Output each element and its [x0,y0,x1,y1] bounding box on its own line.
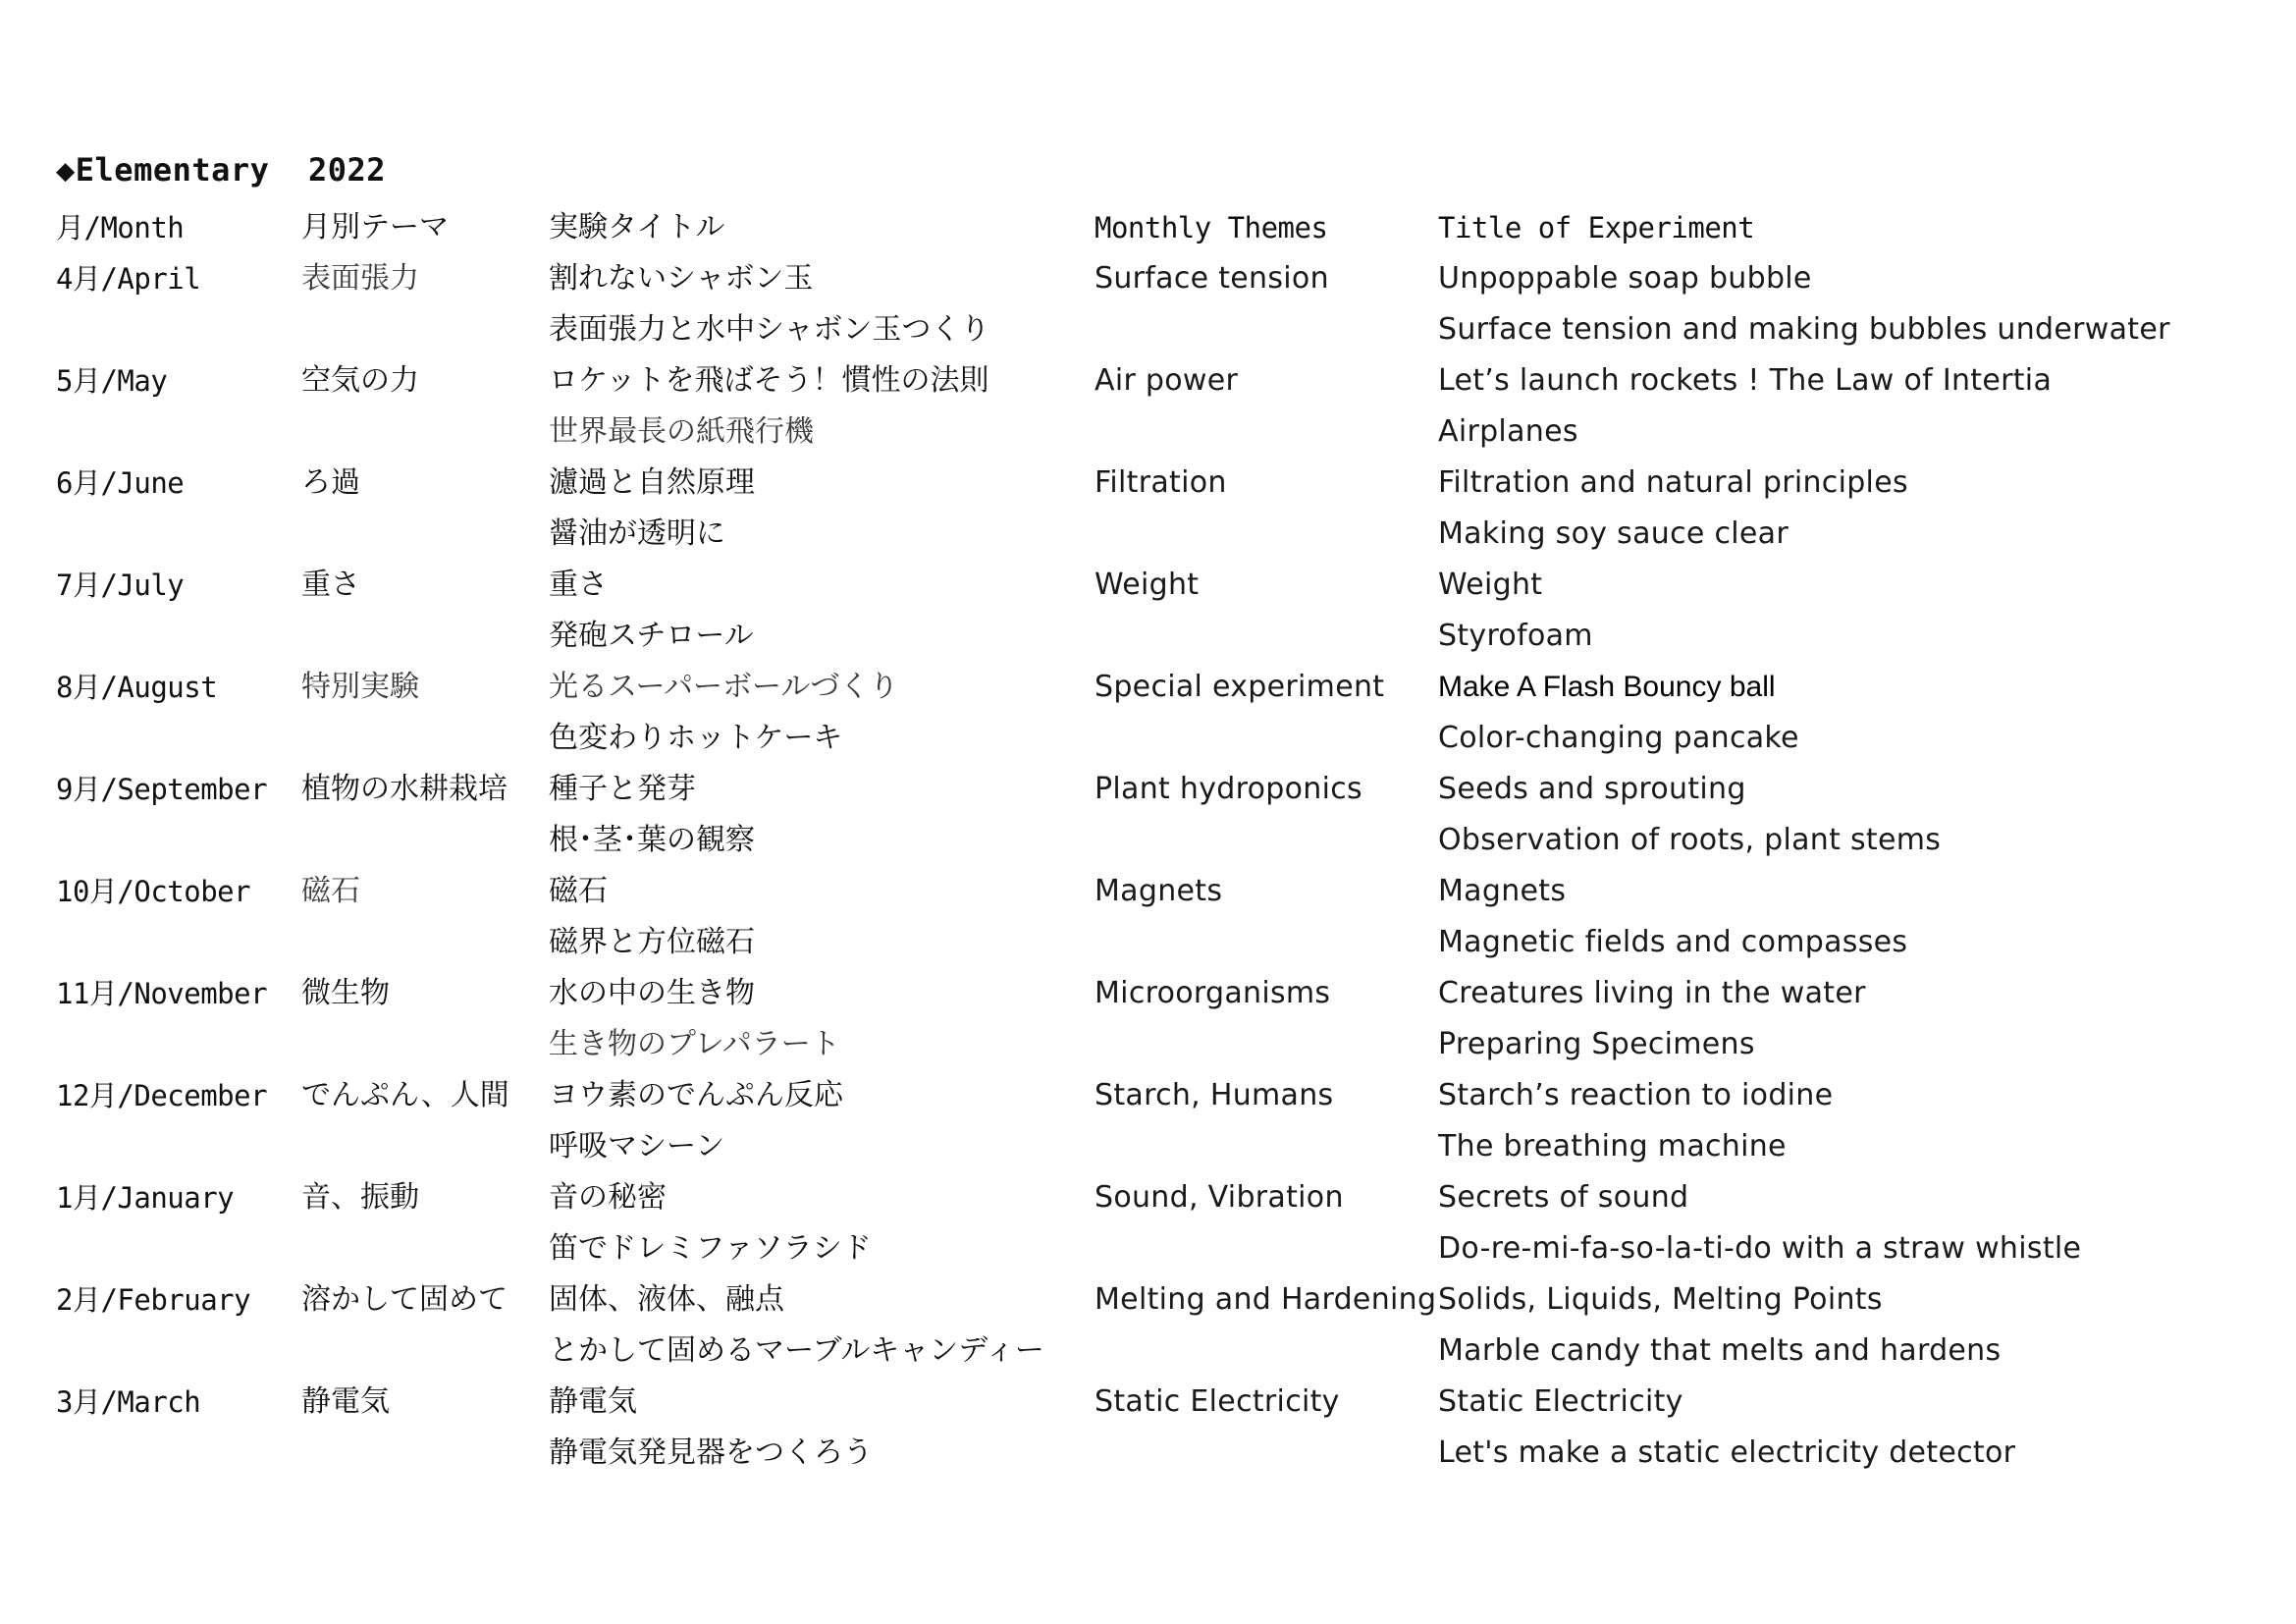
theme-jp-cell: 植物の水耕栽培 [301,772,507,806]
theme-en-cell: Sound, Vibration [1095,1180,1344,1215]
month-cell [56,1223,301,1274]
theme-jp-cell: 微生物 [301,976,390,1010]
experiment-en-cell: Solids, Liquids, Melting Points [1438,1282,1883,1317]
theme-jp-cell: 空気の力 [301,363,419,398]
theme-jp-cell: 音、振動 [301,1180,419,1215]
theme-jp-cell: 静電気 [301,1384,390,1419]
experiment-en-cell: Make A Flash Bouncy ball [1438,671,1776,703]
experiment-en-cell: Airplanes [1438,414,1578,449]
theme-en-cell: Magnets [1095,874,1223,908]
experiment-en-cell: Unpoppable soap bubble [1438,261,1812,296]
theme-jp-cell: 重さ [301,568,360,602]
theme-jp-cell: 溶かして固めて [301,1282,507,1317]
experiment-en-cell: Filtration and natural principles [1438,465,1908,500]
month-cell: 11月/November [56,977,268,1010]
table-row [56,917,2194,968]
month-cell [56,1428,301,1479]
experiment-jp-cell: 発砲スチロール [549,619,754,653]
table-row [56,355,2194,406]
table-row [56,1377,2194,1428]
theme-jp-cell: 特別実験 [301,670,419,704]
header-experiment-en: Title of Experiment [1438,211,1755,244]
theme-jp-cell [301,1223,549,1274]
theme-jp-cell [301,1019,549,1070]
table-row [56,968,2194,1019]
experiment-en-cell: The breathing machine [1438,1129,1787,1164]
theme-en-cell: Starch, Humans [1095,1078,1334,1112]
theme-jp-cell: でんぷん、人間 [301,1078,509,1112]
month-cell [56,917,301,968]
experiment-jp-cell: 色変わりホットケーキ [549,721,843,755]
table-row [56,1326,2194,1377]
table-row [56,458,2194,509]
month-cell [56,611,301,662]
experiment-en-cell: Magnets [1438,874,1567,908]
theme-jp-cell [301,509,549,560]
experiment-jp-cell: 静電気 [549,1384,637,1419]
theme-jp-cell [301,815,549,866]
table-row [56,1172,2194,1223]
theme-en-cell: Filtration [1095,465,1227,500]
experiment-jp-cell: 笛でドレミファソラシド [549,1231,872,1266]
table-body [56,253,2194,1479]
experiment-en-cell: Static Electricity [1438,1384,1683,1419]
theme-en-cell [1095,406,1438,458]
month-cell: 6月/June [56,466,185,500]
table-row [56,866,2194,917]
table-row [56,1070,2194,1121]
experiment-jp-cell: 磁石 [549,874,608,908]
experiment-jp-cell: 固体、液体、融点 [549,1282,784,1317]
experiment-en-cell: Color-changing pancake [1438,721,1799,755]
theme-en-cell [1095,1428,1438,1479]
table-row [56,560,2194,611]
theme-jp-cell [301,304,549,355]
theme-en-cell: Surface tension [1095,261,1329,296]
theme-en-cell: Plant hydroponics [1095,772,1362,806]
theme-en-cell [1095,1019,1438,1070]
experiment-jp-cell: とかして固めるマーブルキャンディー [549,1333,1044,1368]
theme-jp-cell [301,713,549,764]
experiment-en-cell: Marble candy that melts and hardens [1438,1333,2002,1368]
theme-jp-cell [301,1121,549,1172]
experiment-schedule-table [56,202,2194,1479]
month-cell [56,406,301,458]
experiment-jp-cell: 呼吸マシーン [549,1129,725,1164]
experiment-jp-cell: 醤油が透明に [549,516,725,551]
theme-jp-cell [301,406,549,458]
theme-jp-cell: 磁石 [301,874,360,908]
experiment-jp-cell: 根･茎･葉の観察 [549,823,755,857]
month-cell: 8月/August [56,671,218,704]
theme-en-cell: Weight [1095,568,1200,602]
experiment-jp-cell: 生き物のプレパラート [549,1027,840,1061]
experiment-en-cell: Styrofoam [1438,619,1593,653]
month-cell [56,1019,301,1070]
table-row [56,611,2194,662]
experiment-en-cell: Let's make a static electricity detector [1438,1435,2016,1470]
theme-en-cell [1095,1121,1438,1172]
experiment-en-cell: Preparing Specimens [1438,1027,1755,1061]
theme-en-cell [1095,815,1438,866]
table-row [56,764,2194,815]
experiment-en-cell: Secrets of sound [1438,1180,1689,1215]
experiment-en-cell: Creatures living in the water [1438,976,1866,1010]
table-row [56,406,2194,458]
theme-jp-cell [301,1326,549,1377]
table-row [56,713,2194,764]
experiment-en-cell: Seeds and sprouting [1438,772,1746,806]
header-experiment-jp: 実験タイトル [549,210,725,244]
month-cell: 5月/May [56,364,168,398]
header-theme-en: Monthly Themes [1095,211,1328,244]
month-cell [56,1121,301,1172]
theme-en-cell: Air power [1095,363,1239,398]
table-row [56,304,2194,355]
experiment-jp-cell: 音の秘密 [549,1180,667,1215]
experiment-en-cell: Making soy sauce clear [1438,516,1789,551]
month-cell [56,815,301,866]
experiment-en-cell: Magnetic fields and compasses [1438,925,1908,959]
month-cell: 2月/February [56,1283,251,1317]
experiment-en-cell: Starch’s reaction to iodine [1438,1078,1834,1112]
month-cell: 3月/March [56,1385,201,1419]
table-row [56,1223,2194,1274]
header-month: 月/Month [56,211,185,244]
theme-en-cell: Static Electricity [1095,1384,1340,1419]
theme-en-cell: Special experiment [1095,670,1385,704]
table-row [56,815,2194,866]
theme-en-cell [1095,1326,1438,1377]
theme-jp-cell [301,611,549,662]
table-header [56,202,2194,253]
experiment-en-cell: Weight [1438,568,1543,602]
header-row [56,202,2194,253]
experiment-jp-cell: 割れないシャボン玉 [549,261,814,296]
experiment-jp-cell: 世界最長の紙飛行機 [549,414,814,449]
experiment-en-cell: Observation of roots, plant stems [1438,823,1942,857]
month-cell: 1月/January [56,1181,235,1215]
theme-en-cell: Microorganisms [1095,976,1331,1010]
theme-en-cell [1095,713,1438,764]
month-cell [56,509,301,560]
month-cell [56,713,301,764]
experiment-en-cell: Let’s launch rockets ! The Law of Intertia [1438,363,2053,398]
theme-jp-cell: ろ過 [301,465,360,500]
table-row [56,662,2194,713]
theme-jp-cell [301,917,549,968]
table-row [56,253,2194,304]
experiment-jp-cell: 濾過と自然原理 [549,465,755,500]
theme-en-cell [1095,611,1438,662]
theme-jp-cell [301,1428,549,1479]
month-cell: 4月/April [56,262,201,296]
experiment-jp-cell: 重さ [549,568,608,602]
theme-en-cell: Melting and Hardening [1095,1282,1437,1317]
experiment-jp-cell: ヨウ素のでんぷん反応 [549,1078,843,1112]
theme-en-cell [1095,917,1438,968]
month-cell: 7月/July [56,568,185,602]
table-row [56,1274,2194,1326]
theme-en-cell [1095,1223,1438,1274]
theme-en-cell [1095,304,1438,355]
theme-en-cell [1095,509,1438,560]
table-row [56,1121,2194,1172]
experiment-jp-cell: 種子と発芽 [549,772,696,806]
table-row [56,1019,2194,1070]
document-title: ◆Elementary 2022 [56,151,387,189]
experiment-jp-cell: 表面張力と水中シャボン玉つくり [549,312,990,347]
month-cell [56,1326,301,1377]
header-theme-jp: 月別テーマ [301,210,449,244]
month-cell: 9月/September [56,773,268,806]
experiment-jp-cell: ロケットを飛ばそう！慣性の法則 [549,363,989,398]
theme-jp-cell: 表面張力 [301,261,419,296]
experiment-jp-cell: 磁界と方位磁石 [549,925,755,959]
experiment-en-cell: Surface tension and making bubbles underwater [1438,312,2170,347]
experiment-jp-cell: 水の中の生き物 [549,976,755,1010]
month-cell: 12月/December [56,1079,268,1112]
experiment-jp-cell: 静電気発見器をつくろう [549,1435,873,1470]
experiment-jp-cell: 光るスーパーボールづくり [549,670,899,704]
month-cell [56,304,301,355]
experiment-en-cell: Do-re-mi-fa-so-la-ti-do with a straw whistle [1438,1231,2082,1266]
month-cell: 10月/October [56,875,251,908]
table-row [56,509,2194,560]
table-row [56,1428,2194,1479]
